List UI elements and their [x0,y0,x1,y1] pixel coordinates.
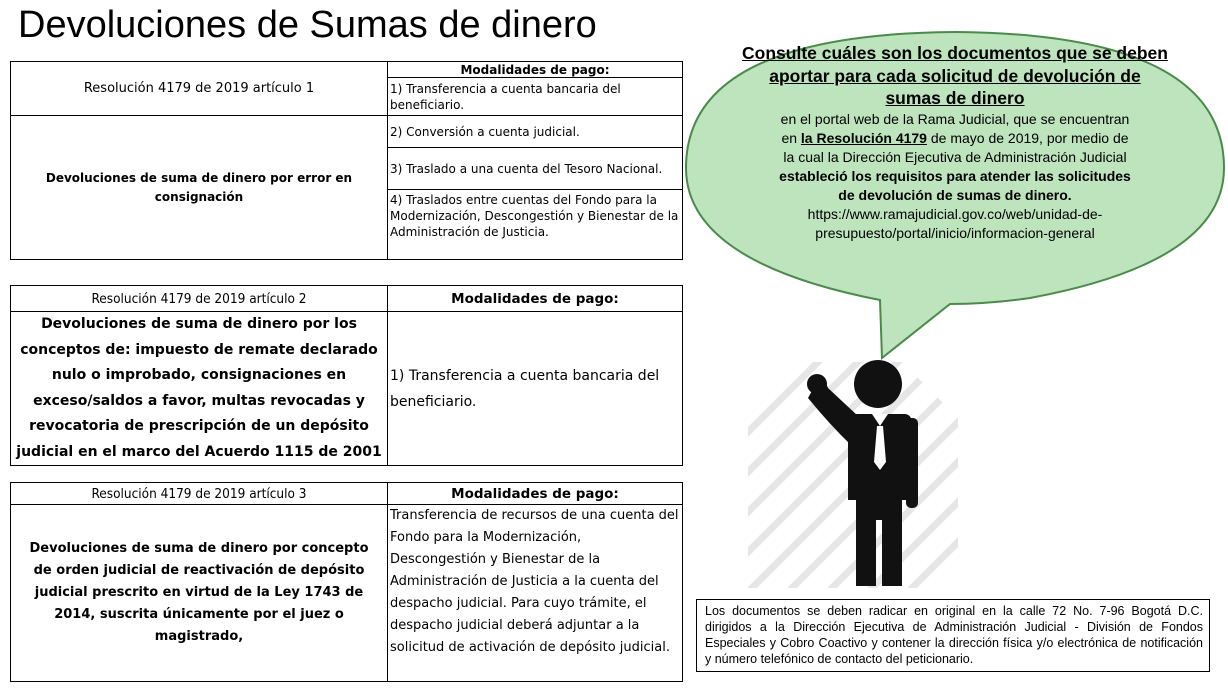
filing-note: Los documentos se deben radicar en original en la calle 72 No. 7-96 Bogotá D.C. dirigidos a la Dirección Ejecutiva de Administración Judicial - División de Fondos Especiales y Cobro Coactivo y contener la dirección física y/o electrónica de notificación y número telefónico de contacto del peticionario. [696,599,1210,672]
table1-header-left: Resolución 4179 de 2019 artículo 1 [11,62,388,116]
table2-description: Devoluciones de suma de dinero por los conceptos de: impuesto de remate declarado nulo o improbado, consignaciones en exceso/saldos a favor, multas revocadas y revocatoria de prescripción de un depósito judicial en el marco del Acuerdo 1115 de 2001 [11,312,388,466]
table2-payment: 1) Transferencia a cuenta bancaria del beneficiario. [388,312,683,466]
table2-header-right: Modalidades de pago: [388,286,683,312]
table1-payment-1: 1) Transferencia a cuenta bancaria del beneficiario. [388,78,683,116]
url-line-2[interactable]: presupuesto/portal/inicio/informacion-general [815,224,1095,241]
url-line-1[interactable]: https://www.ramajudicial.gov.co/web/unidad-de- [807,205,1103,222]
bubble-heading: Consulte cuáles son los documentos que se deben aportar para cada solicitud de devolución de sumas de dinero [742,43,1168,108]
table1-payment-2: 2) Conversión a cuenta judicial. [388,116,683,148]
table3-description: Devoluciones de suma de dinero por concepto de orden judicial de reactivación de depósito judicial prescrito en virtud de la Ley 1743 de 2014, suscrita únicamente por el juez o magistrado, [11,505,388,682]
page-title: Devoluciones de Sumas de dinero [18,4,597,46]
table1-header-right: Modalidades de pago: [388,62,683,78]
table1-description: Devoluciones de suma de dinero por error en consignación [11,116,388,260]
table3-header-left: Resolución 4179 de 2019 artículo 3 [11,483,388,505]
table3-header-right: Modalidades de pago: [388,483,683,505]
table1-payment-3: 3) Traslado a una cuenta del Tesoro Nacional. [388,148,683,190]
bubble-bold-text: estableció los requisitos para atender las solicitudes de devolución de sumas de dinero. [779,167,1131,203]
resolution-link[interactable]: la Resolución 4179 [800,129,927,146]
table2-header-left: Resolución 4179 de 2019 artículo 2 [11,286,388,312]
table3-payment: Transferencia de recursos de una cuenta del Fondo para la Modernización, Descongestión y Bienestar de la Administración de Justicia a la cuenta del despacho judicial. Para cuyo trámite, el despacho judicial deberá adjuntar a la solicitud de activación de depósito judicial. [388,505,683,682]
table1-payment-4: 4) Traslados entre cuentas del Fondo para la Modernización, Descongestión y Bienestar de la Administración de Justicia. [388,190,683,260]
bubble-text-2: de mayo de 2019, por medio de la cual la Dirección Ejecutiva de Administración Judicial [783,129,1129,165]
bubble-text-1: en el portal web de la Rama Judicial, que se encuentran en [780,110,1130,146]
